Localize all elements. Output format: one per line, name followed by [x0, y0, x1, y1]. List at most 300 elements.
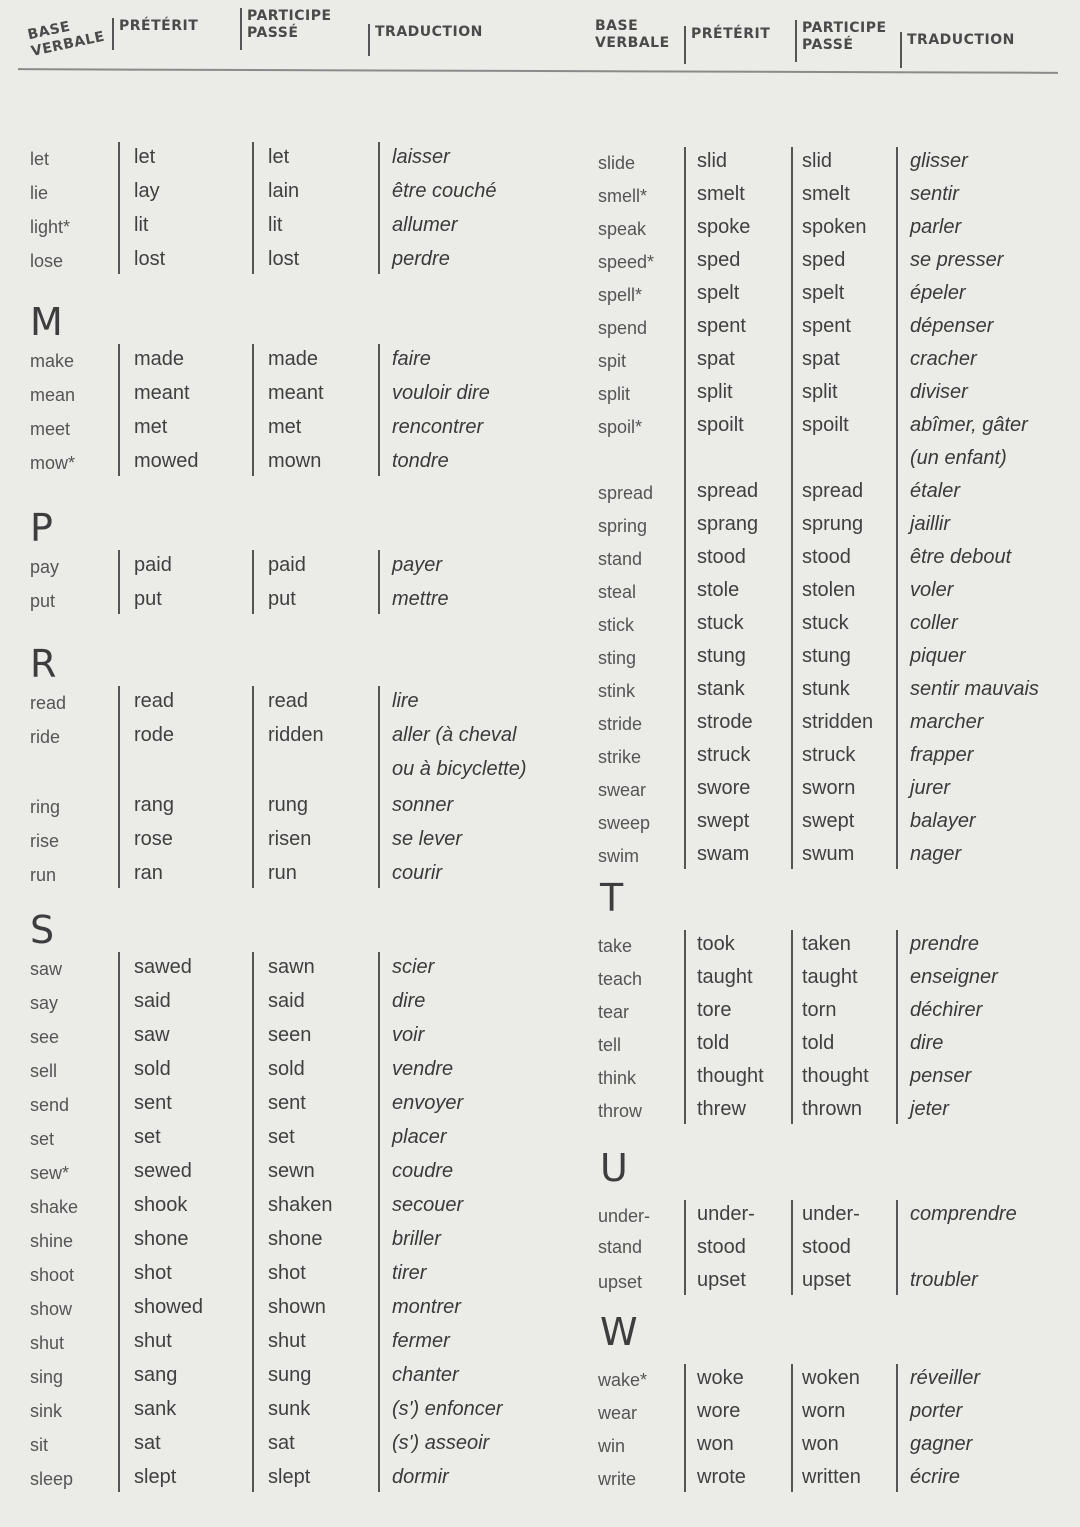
column-divider	[684, 147, 686, 869]
verb-translation: allumer	[392, 214, 458, 236]
verb-preterit: spent	[697, 315, 746, 337]
verb-translation: tirer	[392, 1262, 427, 1284]
verb-base: spit	[598, 351, 627, 371]
verb-preterit: put	[134, 588, 162, 610]
verb-translation: prendre	[910, 933, 979, 955]
verb-participle: woken	[802, 1367, 860, 1389]
verb-preterit: under-	[697, 1203, 755, 1225]
header-base-verbale: BASE VERBALE	[26, 18, 107, 60]
verb-preterit: took	[697, 933, 735, 955]
verb-base: strike	[598, 747, 642, 767]
verb-translation: enseigner	[910, 966, 998, 988]
verb-base: split	[598, 384, 631, 404]
column-divider	[896, 147, 898, 869]
verb-participle: smelt	[802, 183, 850, 205]
right-header	[590, 6, 1060, 68]
verb-participle: lit	[268, 214, 283, 236]
verb-preterit: rose	[134, 828, 173, 850]
verb-preterit: set	[134, 1126, 161, 1148]
verb-base: mean	[30, 385, 76, 405]
verb-translation: briller	[392, 1228, 441, 1250]
verb-participle: spelt	[802, 282, 845, 304]
column-divider	[896, 930, 898, 1124]
section-letter: W	[600, 1310, 638, 1354]
verb-translation: perdre	[392, 248, 450, 270]
verb-base: sink	[30, 1401, 63, 1421]
column-divider	[791, 1200, 793, 1295]
verb-translation: placer	[392, 1126, 447, 1148]
verb-preterit: lost	[134, 248, 166, 270]
verb-preterit: made	[134, 348, 185, 370]
verb-translation: dépenser	[910, 315, 994, 337]
verb-participle: slept	[268, 1466, 311, 1488]
section-letter: T	[600, 876, 624, 920]
verb-participle: torn	[802, 999, 837, 1021]
verb-preterit: tore	[697, 999, 732, 1021]
verb-preterit: sat	[134, 1432, 161, 1454]
verb-base: stand	[598, 1237, 643, 1257]
verb-translation: gagner	[910, 1433, 973, 1455]
verb-translation: être debout	[910, 546, 1012, 568]
verb-translation: sentir mauvais	[910, 678, 1039, 700]
verb-translation: dire	[910, 1032, 944, 1054]
verb-participle: upset	[802, 1269, 851, 1291]
verb-participle: ridden	[268, 724, 324, 746]
verb-base: make	[30, 351, 75, 371]
verb-translation: dire	[392, 990, 426, 1012]
verb-base: wake*	[598, 1370, 648, 1390]
verb-translation: sentir	[910, 183, 959, 205]
verb-preterit: threw	[697, 1098, 746, 1120]
verb-translation: chanter	[392, 1364, 459, 1386]
verb-base: read	[30, 693, 67, 713]
verb-preterit: spat	[697, 348, 735, 370]
verb-translation: ou à bicyclette)	[392, 758, 527, 780]
column-divider	[378, 952, 380, 1492]
verb-participle: sunk	[268, 1398, 311, 1420]
verb-base: say	[30, 993, 59, 1013]
verb-preterit: rang	[134, 794, 175, 816]
column-divider	[378, 142, 380, 274]
verb-translation: fermer	[392, 1330, 450, 1352]
column-divider	[378, 344, 380, 476]
verb-preterit: swam	[697, 843, 750, 865]
column-divider	[118, 952, 120, 1492]
verb-preterit: spread	[697, 480, 759, 502]
verb-base: stick	[598, 615, 634, 635]
verb-preterit: sprang	[697, 513, 759, 535]
verb-participle: stung	[802, 645, 851, 667]
verb-preterit: won	[697, 1433, 734, 1455]
verb-participle: spread	[802, 480, 864, 502]
header-divider	[18, 68, 1058, 74]
verb-translation: rencontrer	[392, 416, 484, 438]
column-divider	[118, 686, 120, 888]
verb-base: stand	[598, 549, 643, 569]
verb-translation: mettre	[392, 588, 449, 610]
verb-participle: under-	[802, 1203, 860, 1225]
verb-preterit: strode	[697, 711, 753, 733]
verb-preterit: sped	[697, 249, 741, 271]
verb-participle: spat	[802, 348, 840, 370]
verb-preterit: read	[134, 690, 175, 712]
verb-base: sell	[30, 1061, 58, 1081]
verb-participle: worn	[802, 1400, 846, 1422]
verb-participle: spent	[802, 315, 851, 337]
section-letter: M	[30, 300, 63, 344]
verb-translation: comprendre	[910, 1203, 1017, 1225]
verb-participle: lost	[268, 248, 300, 270]
verb-participle: risen	[268, 828, 312, 850]
verb-participle: run	[268, 862, 297, 884]
verb-participle: slid	[802, 150, 833, 172]
verb-base: pay	[30, 557, 60, 577]
column-divider	[896, 1364, 898, 1492]
column-divider	[118, 142, 120, 274]
verb-participle: swept	[802, 810, 855, 832]
verb-base: smell*	[598, 186, 648, 206]
verb-preterit: met	[134, 416, 168, 438]
verb-participle: sung	[268, 1364, 312, 1386]
verb-participle: rung	[268, 794, 309, 816]
verb-translation: montrer	[392, 1296, 461, 1318]
verb-translation: réveiller	[910, 1367, 981, 1389]
verb-participle: taught	[802, 966, 858, 988]
header-participe-passe: PARTICIPE PASSÉ	[240, 8, 332, 50]
verb-base: ride	[30, 727, 61, 747]
verb-participle: sent	[268, 1092, 306, 1114]
verb-translation: aller (à cheval	[392, 724, 517, 746]
verb-participle: stunk	[802, 678, 850, 700]
verb-base: swear	[598, 780, 647, 800]
verb-participle: seen	[268, 1024, 312, 1046]
verb-translation: secouer	[392, 1194, 464, 1216]
verb-participle: lain	[268, 180, 300, 202]
verb-base: see	[30, 1027, 60, 1047]
verb-translation: frapper	[910, 744, 974, 766]
verb-participle: read	[268, 690, 309, 712]
verb-base: shake	[30, 1197, 79, 1217]
verb-translation: se presser	[910, 249, 1004, 271]
verb-preterit: spoilt	[697, 414, 744, 436]
verb-base: under-	[598, 1206, 651, 1226]
verb-translation: abîmer, gâter	[910, 414, 1028, 436]
verb-preterit: upset	[697, 1269, 746, 1291]
verb-participle: stood	[802, 546, 851, 568]
verb-base: think	[598, 1068, 637, 1088]
verb-preterit: sewed	[134, 1160, 192, 1182]
verb-base: run	[30, 865, 57, 885]
verb-translation: vouloir dire	[392, 382, 490, 404]
section-letter: U	[600, 1146, 628, 1190]
verb-translation: faire	[392, 348, 431, 370]
verb-translation: payer	[392, 554, 443, 576]
verb-translation: épeler	[910, 282, 966, 304]
verb-base: tell	[598, 1035, 622, 1055]
verb-base: let	[30, 149, 50, 169]
verb-translation: voir	[392, 1024, 425, 1046]
verb-translation: jaillir	[910, 513, 950, 535]
verb-base: steal	[598, 582, 637, 602]
verb-base: speed*	[598, 252, 655, 272]
verb-base: shine	[30, 1231, 74, 1251]
verb-translation: (s') enfoncer	[392, 1398, 503, 1420]
column-divider	[252, 142, 254, 274]
verb-participle: set	[268, 1126, 295, 1148]
verb-translation: nager	[910, 843, 962, 865]
verb-translation: coudre	[392, 1160, 454, 1182]
column-divider	[118, 344, 120, 476]
verb-translation: piquer	[910, 645, 966, 667]
verb-preterit: lay	[134, 180, 160, 202]
verb-base: sing	[30, 1367, 64, 1387]
column-divider	[684, 1364, 686, 1492]
verb-translation: voler	[910, 579, 954, 601]
verb-participle: sprung	[802, 513, 864, 535]
verb-translation: (s') asseoir	[392, 1432, 490, 1454]
verb-base: sting	[598, 648, 637, 668]
verb-base: swim	[598, 846, 639, 866]
verb-participle: won	[802, 1433, 839, 1455]
verb-participle: sworn	[802, 777, 856, 799]
verb-preterit: sent	[134, 1092, 172, 1114]
verb-participle: swum	[802, 843, 855, 865]
verb-base: lose	[30, 251, 64, 271]
verb-participle: stood	[802, 1236, 851, 1258]
verb-base: wear	[598, 1403, 638, 1423]
verb-preterit: spoke	[697, 216, 751, 238]
verb-translation: étaler	[910, 480, 961, 502]
header-base-verbale: BASE VERBALE	[595, 18, 670, 51]
verb-participle: spoken	[802, 216, 867, 238]
verb-translation: glisser	[910, 150, 968, 172]
verb-participle: met	[268, 416, 302, 438]
verb-translation: marcher	[910, 711, 984, 733]
verb-preterit: showed	[134, 1296, 203, 1318]
section-letter: P	[30, 506, 53, 550]
verb-participle: sped	[802, 249, 846, 271]
column-divider	[791, 1364, 793, 1492]
verb-base: stink	[598, 681, 636, 701]
verb-preterit: stung	[697, 645, 746, 667]
verb-base: stride	[598, 714, 643, 734]
verb-participle: sawn	[268, 956, 315, 978]
column-divider	[896, 1200, 898, 1295]
verb-participle: thrown	[802, 1098, 863, 1120]
verb-translation: dormir	[392, 1466, 449, 1488]
verb-base: shoot	[30, 1265, 75, 1285]
column-divider	[378, 686, 380, 888]
verb-translation: penser	[910, 1065, 972, 1087]
verb-participle: shot	[268, 1262, 306, 1284]
column-divider	[252, 952, 254, 1492]
verb-base: shut	[30, 1333, 65, 1353]
verb-base: spring	[598, 516, 648, 536]
column-divider	[791, 147, 793, 869]
column-divider	[252, 550, 254, 614]
verb-preterit: stood	[697, 1236, 746, 1258]
verb-participle: sat	[268, 1432, 295, 1454]
verb-participle: struck	[802, 744, 856, 766]
verb-preterit: sold	[134, 1058, 171, 1080]
verb-preterit: woke	[697, 1367, 744, 1389]
verb-preterit: sank	[134, 1398, 177, 1420]
verb-preterit: thought	[697, 1065, 764, 1087]
verb-preterit: told	[697, 1032, 730, 1054]
verb-preterit: lit	[134, 214, 149, 236]
verb-participle: spoilt	[802, 414, 849, 436]
verb-translation: lire	[392, 690, 419, 712]
verb-base: tear	[598, 1002, 630, 1022]
verb-preterit: rode	[134, 724, 175, 746]
verb-translation: (un enfant)	[910, 447, 1007, 469]
verb-base: speak	[598, 219, 647, 239]
verb-base: win	[598, 1436, 626, 1456]
verb-participle: split	[802, 381, 838, 403]
verb-base: spoil*	[598, 417, 643, 437]
verb-base: set	[30, 1129, 55, 1149]
verb-preterit: stole	[697, 579, 740, 601]
verb-base: show	[30, 1299, 73, 1319]
verb-base: saw	[30, 959, 63, 979]
verb-base: mow*	[30, 453, 76, 473]
verb-participle: meant	[268, 382, 324, 404]
verb-base: send	[30, 1095, 70, 1115]
verb-preterit: saw	[134, 1024, 170, 1046]
verb-base: spell*	[598, 285, 643, 305]
verb-base: lie	[30, 183, 49, 203]
verb-preterit: taught	[697, 966, 753, 988]
verb-base: spread	[598, 483, 654, 503]
verb-participle: stuck	[802, 612, 849, 634]
verb-preterit: ran	[134, 862, 163, 884]
verb-translation: diviser	[910, 381, 968, 403]
verb-preterit: stank	[697, 678, 745, 700]
verb-translation: écrire	[910, 1466, 961, 1488]
verb-participle: stolen	[802, 579, 856, 601]
verb-translation: scier	[392, 956, 435, 978]
verb-participle: paid	[268, 554, 306, 576]
verb-preterit: spelt	[697, 282, 740, 304]
verb-preterit: shot	[134, 1262, 172, 1284]
verb-participle: mown	[268, 450, 322, 472]
column-divider	[378, 550, 380, 614]
verb-translation: porter	[910, 1400, 963, 1422]
verb-translation: jeter	[910, 1098, 949, 1120]
verb-base: light*	[30, 217, 71, 237]
verb-preterit: shook	[134, 1194, 188, 1216]
left-header	[20, 6, 560, 68]
verb-preterit: said	[134, 990, 171, 1012]
verb-participle: said	[268, 990, 305, 1012]
verb-preterit: smelt	[697, 183, 745, 205]
section-letter: R	[30, 642, 57, 686]
verb-participle: shone	[268, 1228, 323, 1250]
header-preterit: PRÉTÉRIT	[684, 26, 770, 64]
verb-participle: stridden	[802, 711, 874, 733]
verb-translation: balayer	[910, 810, 976, 832]
verb-preterit: split	[697, 381, 733, 403]
column-divider	[684, 1200, 686, 1295]
verb-base: teach	[598, 969, 643, 989]
column-divider	[791, 930, 793, 1124]
verb-participle: taken	[802, 933, 851, 955]
header-traduction: TRADUCTION	[368, 24, 483, 56]
verb-participle: thought	[802, 1065, 869, 1087]
column-divider	[252, 344, 254, 476]
verb-base: write	[598, 1469, 637, 1489]
verb-preterit: mowed	[134, 450, 199, 472]
verb-base: spend	[598, 318, 648, 338]
verb-base: rise	[30, 831, 60, 851]
verb-base: meet	[30, 419, 71, 439]
verb-preterit: slept	[134, 1466, 177, 1488]
verb-preterit: sang	[134, 1364, 178, 1386]
verb-translation: sonner	[392, 794, 454, 816]
verb-preterit: shut	[134, 1330, 172, 1352]
verb-participle: shut	[268, 1330, 306, 1352]
verb-base: throw	[598, 1101, 643, 1121]
verb-translation: laisser	[392, 146, 450, 168]
verb-base: sew*	[30, 1163, 70, 1183]
verb-preterit: stood	[697, 546, 746, 568]
verb-translation: courir	[392, 862, 443, 884]
column-divider	[118, 550, 120, 614]
verb-base: sit	[30, 1435, 48, 1455]
column-divider	[684, 930, 686, 1124]
verb-translation: tondre	[392, 450, 449, 472]
verb-participle: shown	[268, 1296, 326, 1318]
verb-translation: jurer	[910, 777, 951, 799]
verb-translation: vendre	[392, 1058, 454, 1080]
verb-preterit: swore	[697, 777, 751, 799]
verb-translation: coller	[910, 612, 958, 634]
verb-preterit: meant	[134, 382, 190, 404]
verb-participle: shaken	[268, 1194, 333, 1216]
section-letter: S	[30, 908, 55, 952]
verb-preterit: paid	[134, 554, 172, 576]
verb-preterit: swept	[697, 810, 750, 832]
column-divider	[252, 686, 254, 888]
verb-translation: cracher	[910, 348, 977, 370]
verb-participle: written	[802, 1466, 861, 1488]
verb-preterit: shone	[134, 1228, 189, 1250]
verb-preterit: let	[134, 146, 156, 168]
verb-translation: déchirer	[910, 999, 983, 1021]
verb-base: ring	[30, 797, 61, 817]
verb-preterit: struck	[697, 744, 751, 766]
verb-preterit: stuck	[697, 612, 744, 634]
verb-translation: parler	[910, 216, 962, 238]
header-participe-passe: PARTICIPE PASSÉ	[795, 20, 887, 62]
verb-preterit: wore	[697, 1400, 741, 1422]
verb-preterit: sawed	[134, 956, 192, 978]
verb-translation: se lever	[392, 828, 463, 850]
verb-translation: être couché	[392, 180, 497, 202]
header-preterit: PRÉTÉRIT	[112, 18, 198, 50]
verb-participle: made	[268, 348, 319, 370]
verb-preterit: wrote	[697, 1466, 746, 1488]
verb-base: sleep	[30, 1469, 74, 1489]
verb-translation: envoyer	[392, 1092, 464, 1114]
verb-base: put	[30, 591, 56, 611]
verb-base: upset	[598, 1272, 643, 1292]
verb-participle: put	[268, 588, 296, 610]
verb-participle: let	[268, 146, 290, 168]
verb-translation: troubler	[910, 1269, 978, 1291]
verb-participle: told	[802, 1032, 835, 1054]
verb-preterit: slid	[697, 150, 728, 172]
